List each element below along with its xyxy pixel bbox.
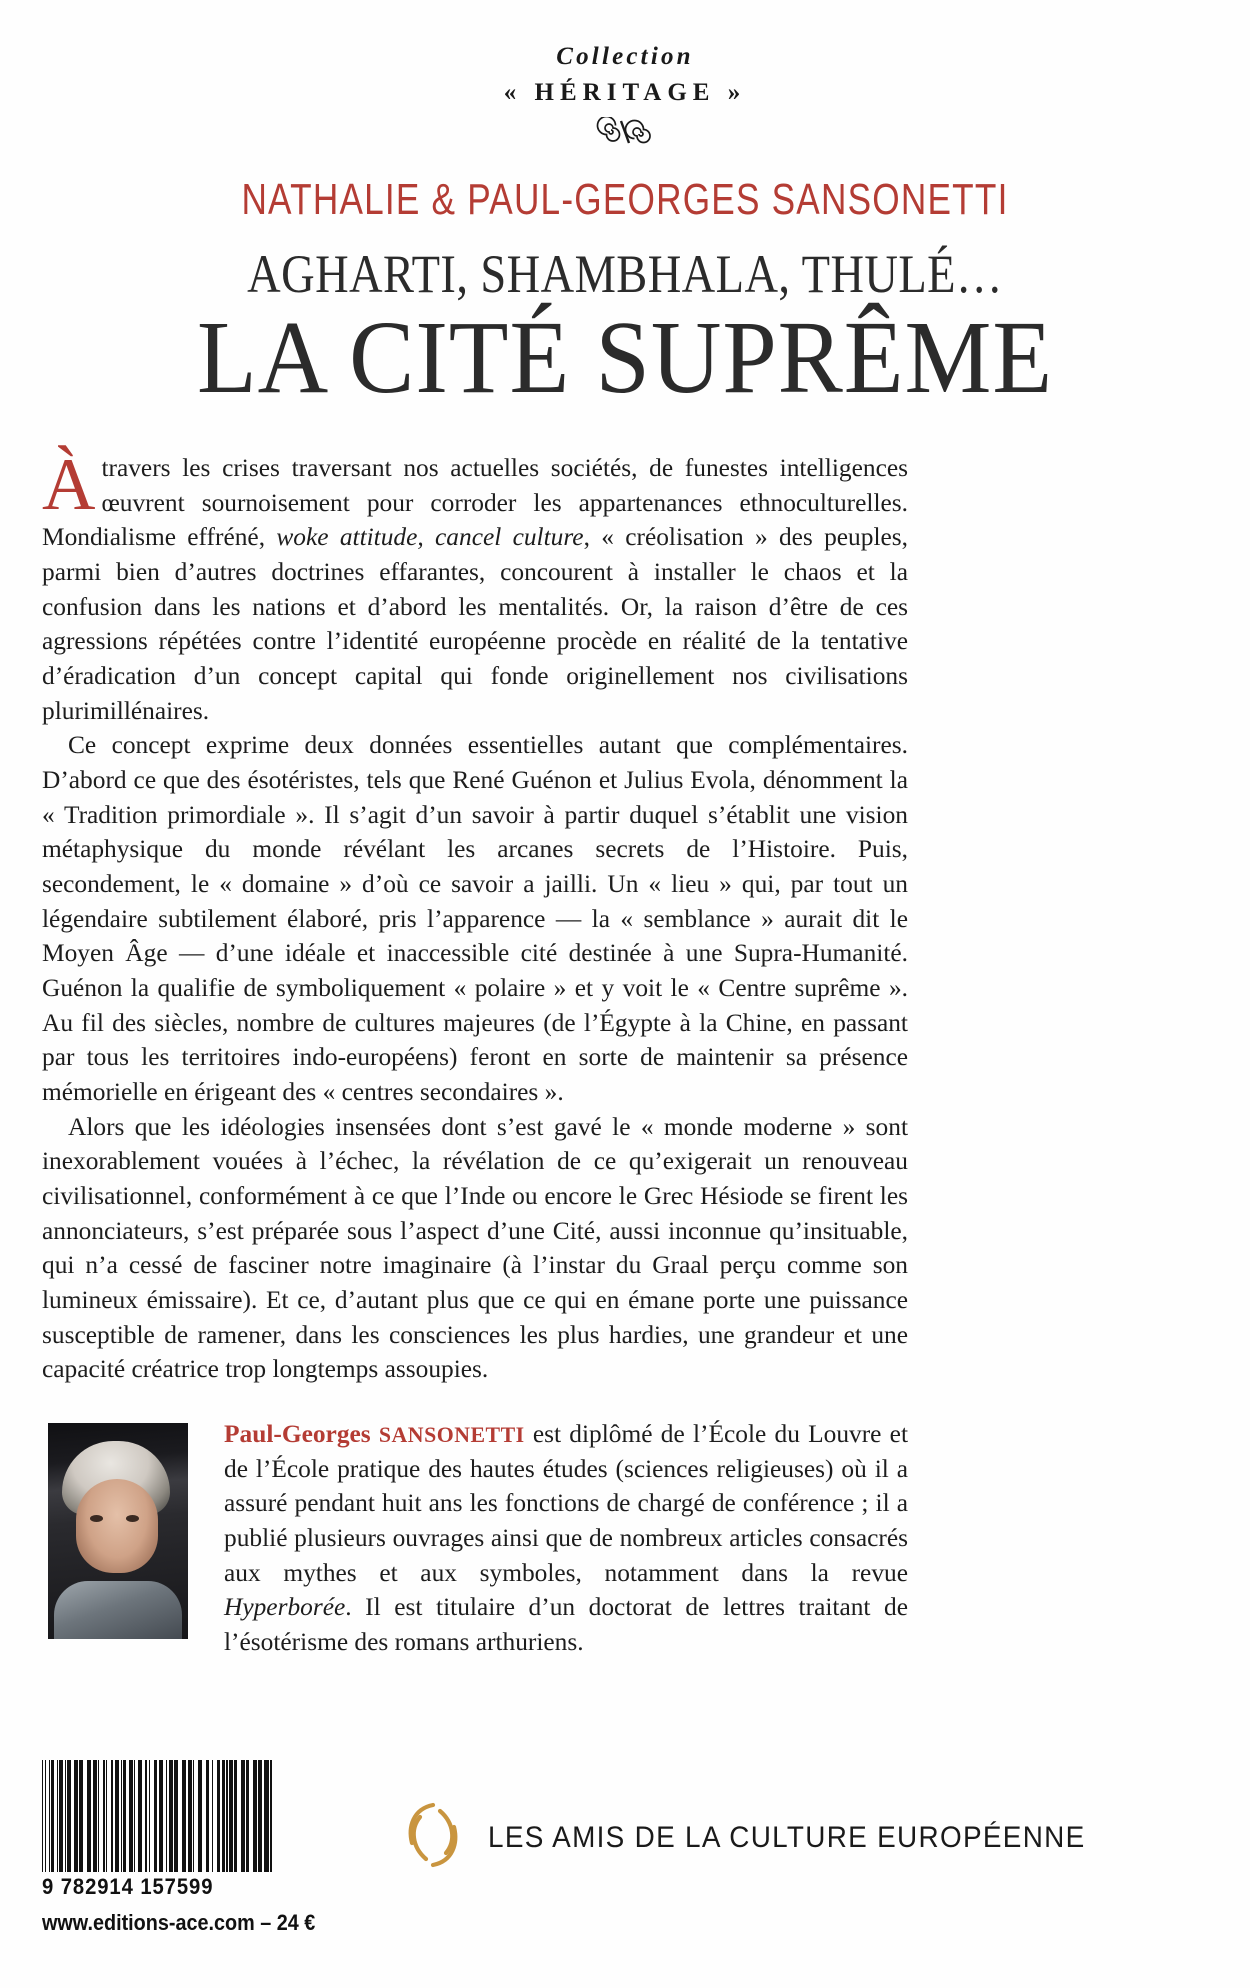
isbn-barcode-block xyxy=(42,1760,316,1936)
author-bio-lastname: SANSONETTI xyxy=(378,1423,525,1448)
portrait-eye-left xyxy=(90,1515,103,1522)
drop-cap: À xyxy=(42,443,96,526)
collection-name: « HÉRITAGE » xyxy=(503,79,747,107)
double-spiral-ornament-icon xyxy=(0,115,1250,149)
blurb-paragraph-2: Ce concept exprime deux données essentielles autant que complémentaires. D’abord ce que des ésotéristes, tels que René Guénon et Julius Evola, dénomment la « Tradition primordiale ». Il s’agit d’un savoir à partir duquel s’établit une vision métaphysique du monde révélant les arcanes secrets de l’Histoire. Puis, secondement, le « domaine » d’où ce savoir a jailli. Un « lieu » qui, par tout un légendaire subtilement élaboré, pris l’apparence — la « semblance » aurait dit le Moyen Âge — d’une idéale et inaccessible cité destinée à une Supra-Humanité. Guénon la qualifie de symboliquement « polaire » et y voit le « Centre suprême ». Au fil des siècles, nombre de cultures majeures (de l’Égypte à la Chine, en passant par tous les territoires indo-européens) feront en sorte de maintenir sa présence mémorielle en érigeant des « centres secondaires ». xyxy=(42,731,908,1106)
collection-label: Collection xyxy=(556,43,694,70)
portrait-face xyxy=(76,1479,158,1573)
bio-text-b: . Il est titulaire d’un doctorat de lettres traitant de l’ésotérisme des romans arthuriens. xyxy=(224,1593,908,1657)
author-bio-firstname: Paul-Georges xyxy=(224,1420,379,1449)
isbn-digits: 9 782914 157599 xyxy=(42,1874,214,1899)
barcode-bars xyxy=(42,1760,272,1872)
blurb-paragraph-3: Alors que les idéologies insensées dont s’est gavé le « monde moderne » sont inexorablement vouées à l’échec, la révélation de ce qu’exigerait un renouveau civilisationnel, conformément à ce que l’Inde ou encore le Grec Hésiode se firent les annonciateurs, s’est préparée sous l’aspect d’une Cité, aussi inconnue qu’insituable, qui n’a cessé de fasciner notre imaginaire (à l’instar du Graal perçu comme son lumineux émissaire). Et ce, d’autant plus que ce qui en émane porte une puissance susceptible de ramener, dans les consciences les plus hardies, une grandeur et une capacité créatrice trop longtemps assoupies. xyxy=(42,1112,908,1384)
blurb-p1-text-b: , « créolisation » des peuples, parmi bien d’autres doctrines effarantes, concourent à installer le chaos et la confusion dans les nations et d’abord les mentalités. Or, la raison d’être de ces agressions répétées contre l’identité européenne procède en réalité de la tentative d’éradication d’un concept capital qui fonde originellement nos civilisations plurimillénaires. xyxy=(42,523,908,725)
publisher-name: LES AMIS DE LA CULTURE EUROPÉENNE xyxy=(488,1820,1086,1854)
blurb-paragraph-1 xyxy=(42,443,908,728)
book-subtitle: AGHARTI, SHAMBHALA, THULÉ… xyxy=(247,243,1003,304)
author-portrait-photo xyxy=(48,1423,188,1639)
blurb-p1-italic: woke attitude, cancel culture xyxy=(276,523,584,552)
bio-text-a: est diplômé de l’École du Louvre et de l’École pratique des hautes études (sciences religieuses) où il a assuré pendant huit ans les fonctions de chargé de conférence ; il a publié plusieurs ouvrages ainsi que de nombreux articles consacrés aux mythes et aux symboles, notamment dans la revue xyxy=(224,1420,908,1587)
bio-revue-title: Hyperborée xyxy=(224,1593,346,1622)
portrait-shirt xyxy=(54,1581,182,1639)
author-names: NATHALIE & PAUL-GEORGES SANSONETTI xyxy=(241,174,1009,224)
book-title: LA CITÉ SUPRÊME xyxy=(196,299,1053,415)
publisher-block xyxy=(400,1795,1130,1880)
blurb-p1-text-a: travers les crises traversant nos actuelles sociétés, de funestes intelligences œuvrent sournoisement pour corroder les appartenances ethnoculturelles. Mondialisme effréné, xyxy=(42,453,908,552)
author-bio-text xyxy=(224,1417,908,1660)
collection-header xyxy=(0,0,1250,149)
publisher-url-price: www.editions-ace.com – 24 € xyxy=(42,1910,316,1935)
portrait-eye-right xyxy=(126,1515,139,1522)
author-bio-name xyxy=(224,1420,525,1448)
back-cover-blurb xyxy=(42,443,908,1387)
swirl-circle-logo-icon xyxy=(400,1795,466,1880)
cover-footer xyxy=(0,1708,1250,1988)
author-bio-block xyxy=(42,1417,908,1660)
